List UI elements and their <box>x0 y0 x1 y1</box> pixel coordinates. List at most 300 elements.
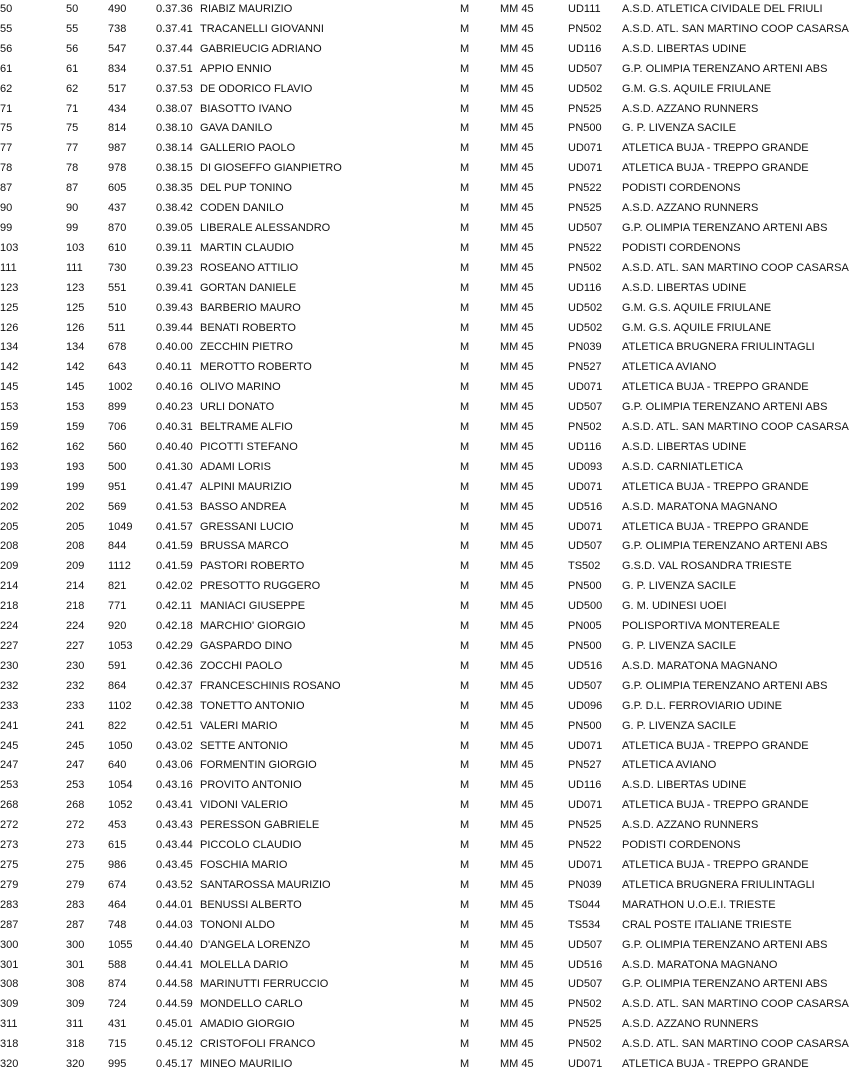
sex: M <box>460 620 470 633</box>
club-name: A.S.D. CARNIATLETICA <box>622 460 743 473</box>
category-position: 145 <box>66 381 85 394</box>
category-position: 62 <box>66 82 79 95</box>
category: MM 45 <box>500 978 534 991</box>
finish-time: 0.42.11 <box>156 600 192 613</box>
club-name: G.M. G.S. AQUILE FRIULANE <box>622 82 772 95</box>
category-position: 162 <box>66 440 85 453</box>
category-position: 273 <box>66 839 85 852</box>
overall-position: 309 <box>0 998 19 1011</box>
category-position: 50 <box>66 3 79 15</box>
club-name: A.S.D. MARATONA MAGNANO <box>622 958 778 971</box>
category: MM 45 <box>500 739 534 752</box>
overall-position: 300 <box>0 938 19 951</box>
athlete-name: GORTAN DANIELE <box>200 281 297 294</box>
category: MM 45 <box>500 182 534 195</box>
club-code: UD507 <box>568 679 603 692</box>
category: MM 45 <box>500 600 534 613</box>
overall-position: 103 <box>0 241 19 254</box>
bib-number: 986 <box>108 858 127 871</box>
club-name: ATLETICA BUJA - TREPPO GRANDE <box>622 858 809 871</box>
finish-time: 0.43.06 <box>156 759 193 772</box>
table-row <box>0 597 820 617</box>
sex: M <box>460 261 470 274</box>
club-name: ATLETICA BUJA - TREPPO GRANDE <box>622 381 809 394</box>
athlete-name: D'ANGELA LORENZO <box>200 938 311 951</box>
table-row <box>0 836 820 856</box>
finish-time: 0.39.44 <box>156 321 193 334</box>
table-row <box>0 40 820 60</box>
finish-time: 0.40.00 <box>156 341 193 354</box>
finish-time: 0.44.58 <box>156 978 193 991</box>
category: MM 45 <box>500 520 534 533</box>
category: MM 45 <box>500 440 534 453</box>
bib-number: 771 <box>108 600 127 613</box>
category-position: 308 <box>66 978 85 991</box>
table-row <box>0 677 820 697</box>
category-position: 287 <box>66 918 85 931</box>
club-name: ATLETICA BUJA - TREPPO GRANDE <box>622 142 809 155</box>
table-row <box>0 279 820 299</box>
athlete-name: BRUSSA MARCO <box>200 540 289 553</box>
table-row <box>0 856 820 876</box>
athlete-name: BARBERIO MAURO <box>200 301 301 314</box>
category: MM 45 <box>500 460 534 473</box>
club-code: UD502 <box>568 301 603 314</box>
overall-position: 241 <box>0 719 19 732</box>
bib-number: 517 <box>108 82 127 95</box>
sex: M <box>460 938 470 951</box>
club-name: A.S.D. ATL. SAN MARTINO COOP CASARSA <box>622 998 849 1011</box>
club-name: G.P. OLIMPIA TERENZANO ARTENI ABS <box>622 938 828 951</box>
category-position: 232 <box>66 679 85 692</box>
overall-position: 71 <box>0 102 13 115</box>
finish-time: 0.45.17 <box>156 1058 193 1071</box>
category-position: 208 <box>66 540 85 553</box>
athlete-name: GAVA DANILO <box>200 122 273 135</box>
bib-number: 995 <box>108 1058 127 1071</box>
club-name: A.S.D. ATL. SAN MARTINO COOP CASARSA <box>622 22 849 35</box>
sex: M <box>460 839 470 852</box>
club-name: A.S.D. ATL. SAN MARTINO COOP CASARSA <box>622 1038 849 1051</box>
finish-time: 0.40.11 <box>156 361 192 374</box>
club-code: UD502 <box>568 321 603 334</box>
sex: M <box>460 998 470 1011</box>
table-row <box>0 756 820 776</box>
category: MM 45 <box>500 898 534 911</box>
overall-position: 275 <box>0 858 19 871</box>
club-code: PN500 <box>568 719 602 732</box>
athlete-name: MINEO MAURILIO <box>200 1058 293 1071</box>
category: MM 45 <box>500 799 534 812</box>
table-row <box>0 80 820 100</box>
finish-time: 0.44.03 <box>156 918 193 931</box>
athlete-name: AMADIO GIORGIO <box>200 1018 295 1031</box>
club-name: MARATHON U.O.E.I. TRIESTE <box>622 898 776 911</box>
bib-number: 431 <box>108 1018 127 1031</box>
club-code: UD071 <box>568 739 603 752</box>
sex: M <box>460 719 470 732</box>
finish-time: 0.38.14 <box>156 142 193 155</box>
overall-position: 311 <box>0 1018 18 1031</box>
club-code: PN039 <box>568 341 602 354</box>
category-position: 209 <box>66 560 85 573</box>
finish-time: 0.37.41 <box>156 22 193 35</box>
category: MM 45 <box>500 221 534 234</box>
sex: M <box>460 799 470 812</box>
athlete-name: MONDELLO CARLO <box>200 998 303 1011</box>
athlete-name: OLIVO MARINO <box>200 381 281 394</box>
athlete-name: FOSCHIA MARIO <box>200 858 288 871</box>
club-name: A.S.D. AZZANO RUNNERS <box>622 102 759 115</box>
table-row <box>0 995 820 1015</box>
table-row <box>0 219 820 239</box>
club-code: PN522 <box>568 839 602 852</box>
finish-time: 0.38.07 <box>156 102 193 115</box>
category-position: 245 <box>66 739 85 752</box>
bib-number: 1102 <box>108 699 132 712</box>
overall-position: 287 <box>0 918 19 931</box>
table-row <box>0 916 820 936</box>
sex: M <box>460 381 470 394</box>
club-code: PN525 <box>568 102 602 115</box>
bib-number: 1055 <box>108 938 133 951</box>
bib-number: 610 <box>108 241 127 254</box>
bib-number: 500 <box>108 460 127 473</box>
sex: M <box>460 42 470 55</box>
sex: M <box>460 779 470 792</box>
category-position: 227 <box>66 640 85 652</box>
finish-time: 0.43.43 <box>156 819 193 832</box>
table-row <box>0 239 820 259</box>
club-name: ATLETICA BUJA - TREPPO GRANDE <box>622 799 809 812</box>
athlete-name: ZECCHIN PIETRO <box>200 341 293 354</box>
category: MM 45 <box>500 500 534 513</box>
category-position: 55 <box>66 22 79 35</box>
finish-time: 0.40.23 <box>156 401 193 414</box>
finish-time: 0.43.41 <box>156 799 193 812</box>
overall-position: 142 <box>0 361 19 374</box>
club-name: A.S.D. MARATONA MAGNANO <box>622 659 778 672</box>
finish-time: 0.40.40 <box>156 440 193 453</box>
athlete-name: PASTORI ROBERTO <box>200 560 305 573</box>
bib-number: 1050 <box>108 739 133 752</box>
club-code: UD516 <box>568 500 603 513</box>
club-code: TS044 <box>568 898 601 911</box>
finish-time: 0.42.51 <box>156 719 193 732</box>
sex: M <box>460 122 470 135</box>
club-code: PN522 <box>568 241 602 254</box>
sex: M <box>460 102 470 115</box>
finish-time: 0.41.30 <box>156 460 193 473</box>
table-row <box>0 537 820 557</box>
sex: M <box>460 3 470 15</box>
athlete-name: MARTIN CLAUDIO <box>200 241 294 254</box>
club-code: UD093 <box>568 460 603 473</box>
category-position: 111 <box>66 261 83 274</box>
table-row <box>0 717 820 737</box>
club-name: A.S.D. AZZANO RUNNERS <box>622 202 759 215</box>
sex: M <box>460 699 470 712</box>
overall-position: 162 <box>0 440 19 453</box>
sex: M <box>460 162 470 175</box>
category-position: 193 <box>66 460 85 473</box>
overall-position: 87 <box>0 182 13 195</box>
athlete-name: BENATI ROBERTO <box>200 321 296 334</box>
category-position: 272 <box>66 819 85 832</box>
athlete-name: MOLELLA DARIO <box>200 958 289 971</box>
athlete-name: ALPINI MAURIZIO <box>200 480 292 493</box>
club-name: G.M. G.S. AQUILE FRIULANE <box>622 301 772 314</box>
sex: M <box>460 819 470 832</box>
finish-time: 0.44.41 <box>156 958 193 971</box>
sex: M <box>460 978 470 991</box>
club-code: PN522 <box>568 182 602 195</box>
club-code: UD516 <box>568 958 603 971</box>
overall-position: 209 <box>0 560 19 573</box>
club-name: ATLETICA AVIANO <box>622 759 717 772</box>
club-code: UD502 <box>568 82 603 95</box>
club-name: ATLETICA BUJA - TREPPO GRANDE <box>622 520 809 533</box>
bib-number: 864 <box>108 679 127 692</box>
athlete-name: MARCHIO' GIORGIO <box>200 620 306 633</box>
overall-position: 233 <box>0 699 19 712</box>
category-position: 159 <box>66 421 85 434</box>
table-row <box>0 637 820 657</box>
category-position: 301 <box>66 958 85 971</box>
table-row <box>0 20 820 40</box>
overall-position: 301 <box>0 958 19 971</box>
club-code: PN502 <box>568 998 602 1011</box>
sex: M <box>460 1058 470 1071</box>
category: MM 45 <box>500 938 534 951</box>
table-row <box>0 896 820 916</box>
club-name: G.P. OLIMPIA TERENZANO ARTENI ABS <box>622 679 828 692</box>
category: MM 45 <box>500 82 534 95</box>
overall-position: 283 <box>0 898 19 911</box>
club-name: A.S.D. AZZANO RUNNERS <box>622 1018 759 1031</box>
finish-time: 0.42.02 <box>156 580 193 593</box>
athlete-name: PICCOLO CLAUDIO <box>200 839 302 852</box>
category: MM 45 <box>500 241 534 254</box>
overall-position: 320 <box>0 1058 19 1071</box>
bib-number: 547 <box>108 42 127 55</box>
sex: M <box>460 1038 470 1051</box>
table-row <box>0 697 820 717</box>
category-position: 61 <box>66 62 79 75</box>
athlete-name: PERESSON GABRIELE <box>200 819 320 832</box>
finish-time: 0.39.43 <box>156 301 193 314</box>
bib-number: 1049 <box>108 520 133 533</box>
athlete-name: DEL PUP TONINO <box>200 182 292 195</box>
bib-number: 591 <box>108 659 127 672</box>
club-code: PN502 <box>568 1038 602 1051</box>
table-row <box>0 1015 820 1035</box>
bib-number: 821 <box>108 580 127 593</box>
category-position: 268 <box>66 799 85 812</box>
category: MM 45 <box>500 480 534 493</box>
bib-number: 464 <box>108 898 127 911</box>
bib-number: 453 <box>108 819 127 832</box>
category-position: 71 <box>66 102 79 115</box>
category-position: 320 <box>66 1058 85 1071</box>
club-code: PN500 <box>568 122 602 135</box>
club-code: UD071 <box>568 858 603 871</box>
sex: M <box>460 918 470 931</box>
club-code: PN005 <box>568 620 602 633</box>
overall-position: 99 <box>0 221 13 234</box>
athlete-name: GABRIEUCIG ADRIANO <box>200 42 322 55</box>
table-row <box>0 338 820 358</box>
finish-time: 0.43.45 <box>156 858 193 871</box>
sex: M <box>460 341 470 354</box>
club-name: A.S.D. ATL. SAN MARTINO COOP CASARSA <box>622 421 849 434</box>
club-code: PN039 <box>568 878 602 891</box>
overall-position: 159 <box>0 421 19 434</box>
category-position: 311 <box>66 1018 84 1031</box>
club-name: G.S.D. VAL ROSANDRA TRIESTE <box>622 560 792 573</box>
overall-position: 202 <box>0 500 19 513</box>
sex: M <box>460 202 470 215</box>
category-position: 75 <box>66 122 79 135</box>
club-code: UD111 <box>568 3 601 15</box>
club-code: UD071 <box>568 480 603 493</box>
finish-time: 0.41.53 <box>156 500 193 513</box>
club-name: ATLETICA AVIANO <box>622 361 717 374</box>
table-row <box>0 458 820 478</box>
athlete-name: DI GIOSEFFO GIANPIETRO <box>200 162 342 175</box>
athlete-name: DE ODORICO FLAVIO <box>200 82 313 95</box>
category-position: 253 <box>66 779 85 792</box>
athlete-name: URLI DONATO <box>200 401 275 414</box>
category: MM 45 <box>500 1038 534 1051</box>
athlete-name: TRACANELLI GIOVANNI <box>200 22 324 35</box>
bib-number: 1053 <box>108 640 133 652</box>
category: MM 45 <box>500 421 534 434</box>
category-position: 153 <box>66 401 85 414</box>
table-row <box>0 776 820 796</box>
finish-time: 0.39.11 <box>156 241 192 254</box>
athlete-name: BIASOTTO IVANO <box>200 102 292 115</box>
category-position: 134 <box>66 341 85 354</box>
club-name: PODISTI CORDENONS <box>622 241 741 254</box>
overall-position: 77 <box>0 142 13 155</box>
category-position: 103 <box>66 241 85 254</box>
table-row <box>0 259 820 279</box>
category: MM 45 <box>500 918 534 931</box>
bib-number: 814 <box>108 122 127 135</box>
club-name: A.S.D. ATL. SAN MARTINO COOP CASARSA <box>622 261 849 274</box>
club-name: G. P. LIVENZA SACILE <box>622 719 737 732</box>
overall-position: 199 <box>0 480 19 493</box>
bib-number: 643 <box>108 361 127 374</box>
overall-position: 50 <box>0 3 13 15</box>
athlete-name: BENUSSI ALBERTO <box>200 898 302 911</box>
category: MM 45 <box>500 779 534 792</box>
category-position: 125 <box>66 301 85 314</box>
finish-time: 0.45.12 <box>156 1038 193 1051</box>
club-code: TS502 <box>568 560 601 573</box>
club-name: G.P. OLIMPIA TERENZANO ARTENI ABS <box>622 540 828 553</box>
athlete-name: SANTAROSSA MAURIZIO <box>200 878 331 891</box>
club-code: UD071 <box>568 1058 603 1071</box>
category-position: 241 <box>66 719 85 732</box>
finish-time: 0.39.41 <box>156 281 193 294</box>
category: MM 45 <box>500 839 534 852</box>
bib-number: 674 <box>108 878 127 891</box>
athlete-name: GRESSANI LUCIO <box>200 520 294 533</box>
athlete-name: PROVITO ANTONIO <box>200 779 302 792</box>
category: MM 45 <box>500 819 534 832</box>
finish-time: 0.42.37 <box>156 679 193 692</box>
overall-position: 227 <box>0 640 19 652</box>
table-row <box>0 657 820 677</box>
category: MM 45 <box>500 1018 534 1031</box>
athlete-name: BASSO ANDREA <box>200 500 287 513</box>
sex: M <box>460 241 470 254</box>
sex: M <box>460 679 470 692</box>
club-name: A.S.D. AZZANO RUNNERS <box>622 819 759 832</box>
club-code: UD116 <box>568 779 602 792</box>
club-code: UD507 <box>568 221 603 234</box>
category: MM 45 <box>500 759 534 772</box>
table-row <box>0 498 820 518</box>
table-row <box>0 975 820 995</box>
bib-number: 434 <box>108 102 127 115</box>
overall-position: 230 <box>0 659 19 672</box>
sex: M <box>460 281 470 294</box>
overall-position: 205 <box>0 520 19 533</box>
table-row <box>0 319 820 339</box>
overall-position: 75 <box>0 122 13 135</box>
club-name: G. P. LIVENZA SACILE <box>622 122 737 135</box>
category: MM 45 <box>500 301 534 314</box>
bib-number: 605 <box>108 182 127 195</box>
table-row <box>0 179 820 199</box>
finish-time: 0.45.01 <box>156 1018 193 1031</box>
bib-number: 738 <box>108 22 127 35</box>
category: MM 45 <box>500 1058 534 1071</box>
table-row <box>0 0 820 20</box>
table-row <box>0 1035 820 1055</box>
athlete-name: TONONI ALDO <box>200 918 275 931</box>
category: MM 45 <box>500 162 534 175</box>
club-name: ATLETICA BUJA - TREPPO GRANDE <box>622 480 809 493</box>
finish-time: 0.40.16 <box>156 381 193 394</box>
category: MM 45 <box>500 401 534 414</box>
sex: M <box>460 898 470 911</box>
sex: M <box>460 640 470 652</box>
bib-number: 678 <box>108 341 127 354</box>
bib-number: 951 <box>108 480 127 493</box>
club-name: ATLETICA BRUGNERA FRIULINTAGLI <box>622 341 815 354</box>
bib-number: 822 <box>108 719 127 732</box>
athlete-name: GALLERIO PAOLO <box>200 142 296 155</box>
table-row <box>0 60 820 80</box>
club-name: G. M. UDINESI UOEI <box>622 600 727 613</box>
table-row <box>0 956 820 976</box>
overall-position: 224 <box>0 620 19 633</box>
finish-time: 0.43.16 <box>156 779 193 792</box>
sex: M <box>460 182 470 195</box>
club-name: CRAL POSTE ITALIANE TRIESTE <box>622 918 792 931</box>
club-name: G. P. LIVENZA SACILE <box>622 580 737 593</box>
category-position: 309 <box>66 998 85 1011</box>
table-row <box>0 557 820 577</box>
finish-time: 0.43.02 <box>156 739 193 752</box>
bib-number: 834 <box>108 62 127 75</box>
club-code: PN525 <box>568 202 602 215</box>
club-code: UD096 <box>568 699 603 712</box>
